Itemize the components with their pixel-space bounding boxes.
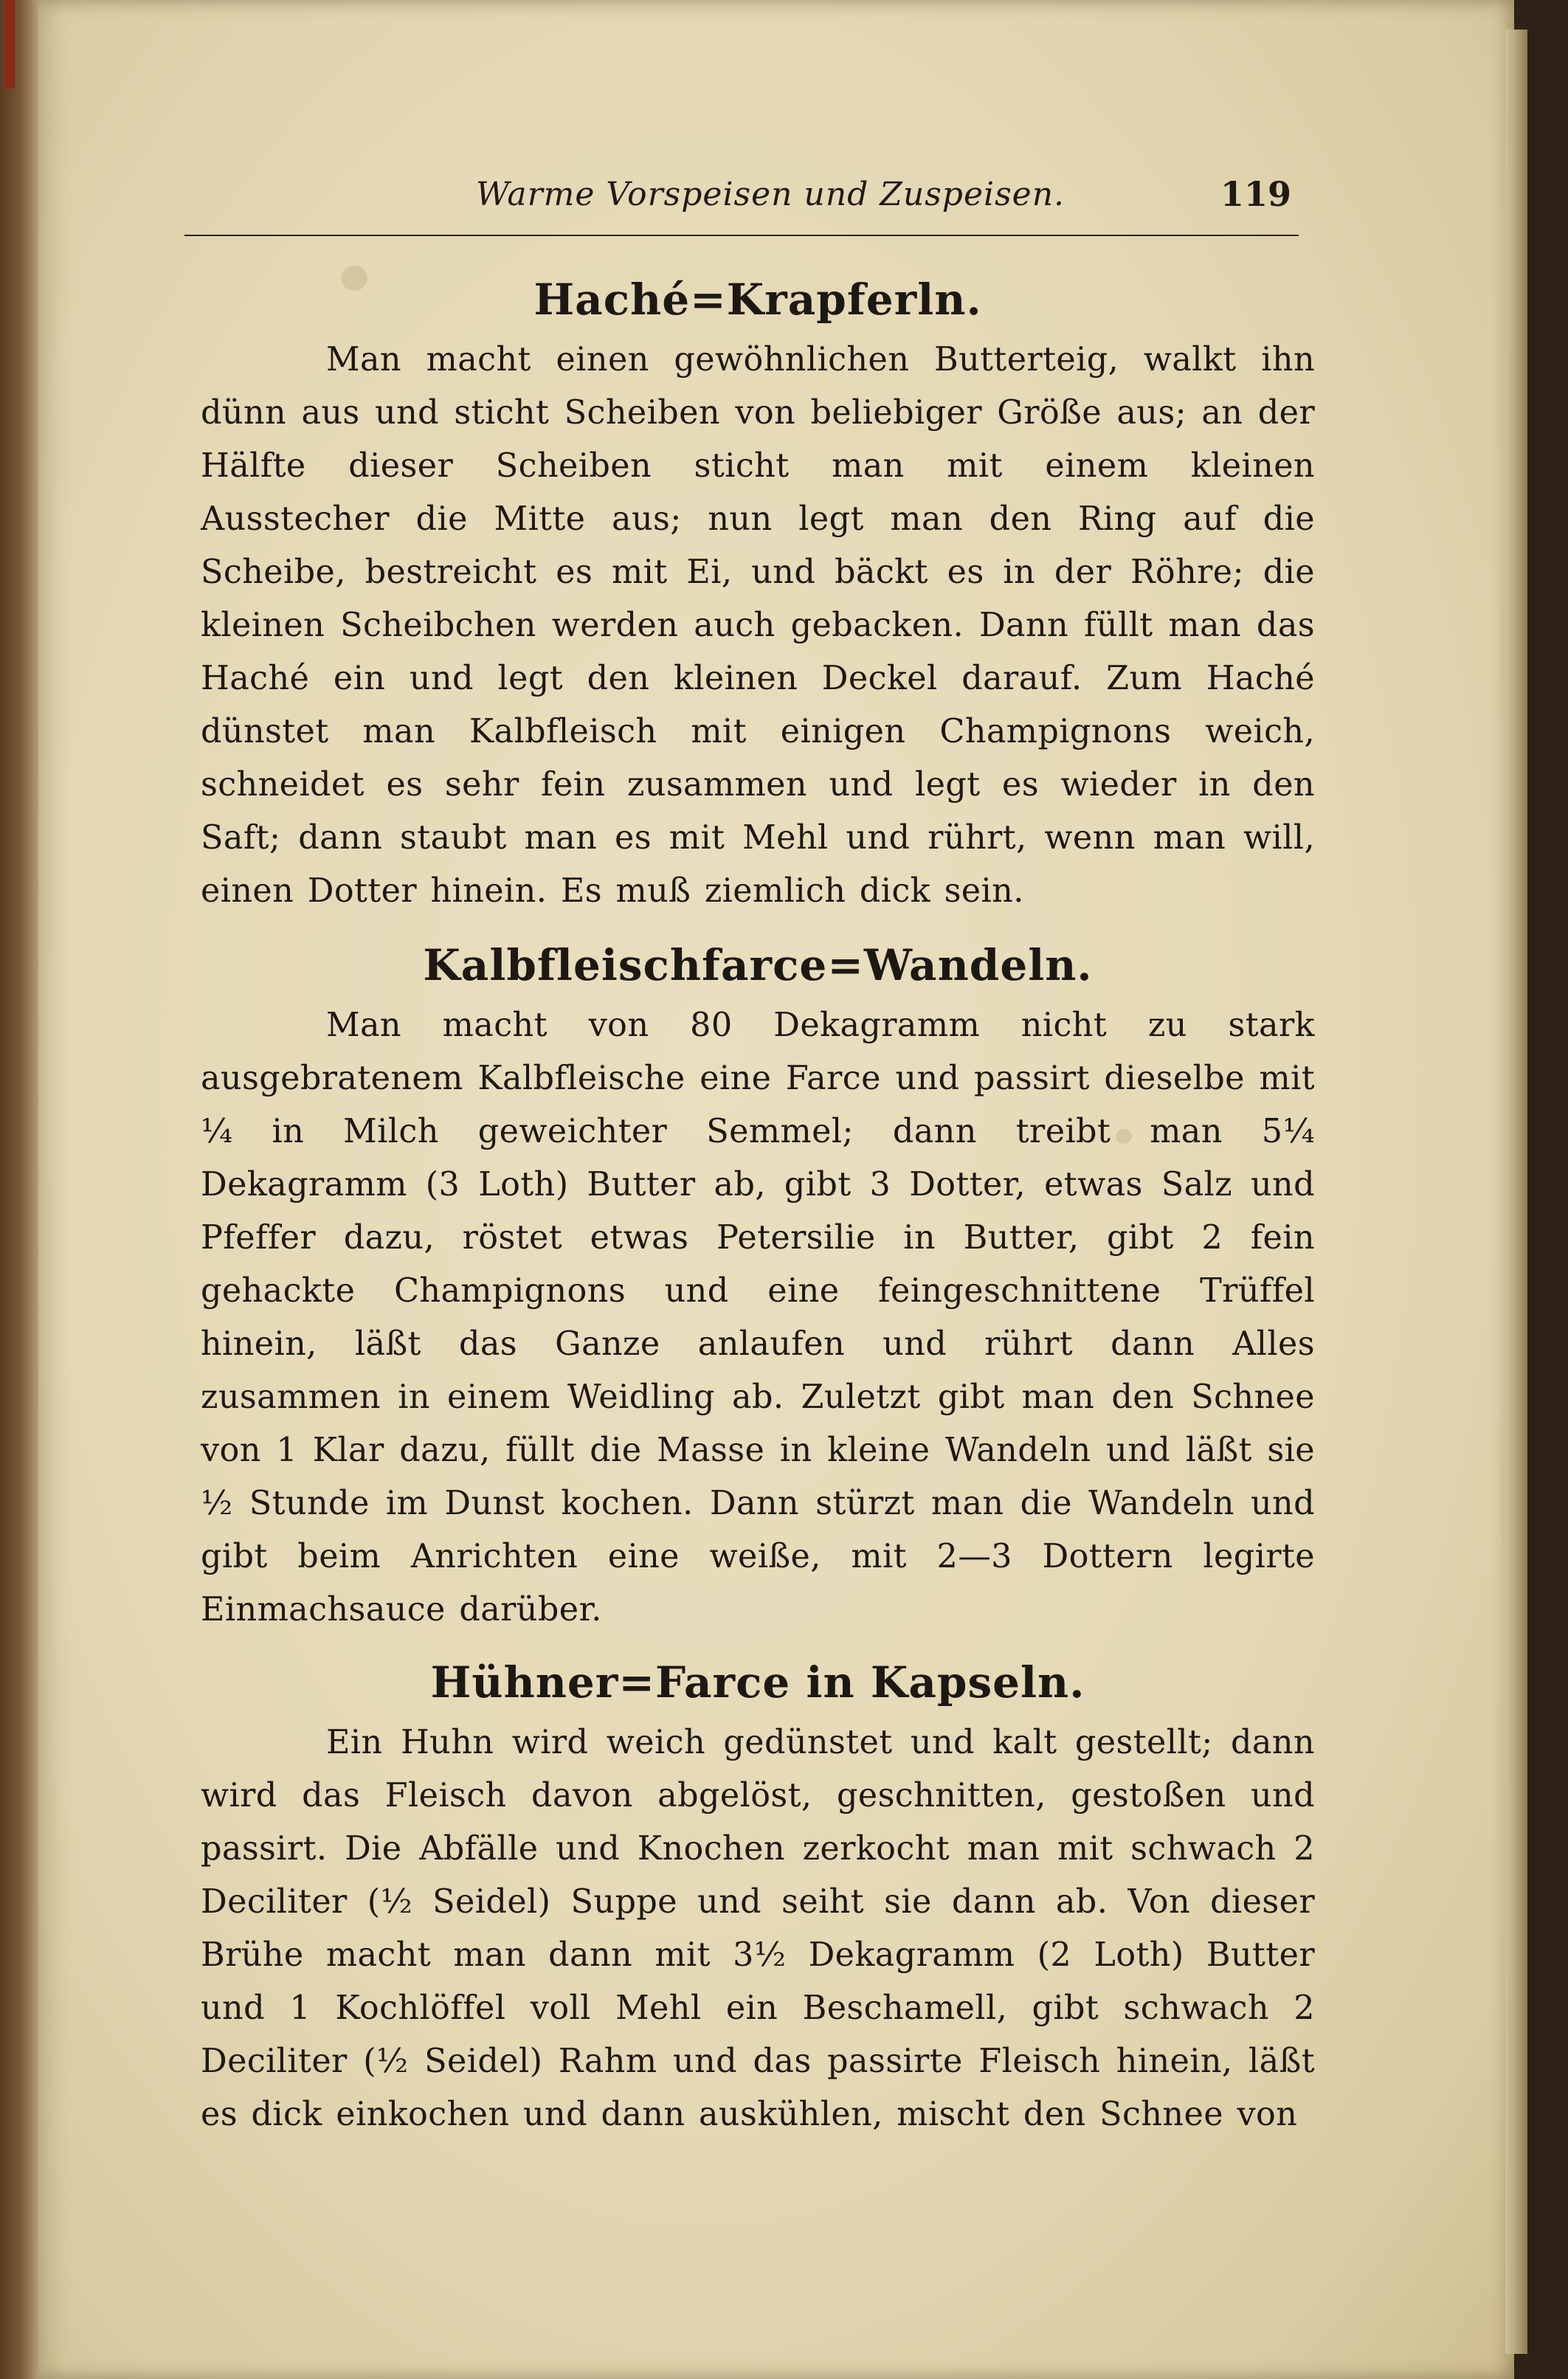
section-title-hache-krapferln: Haché=Krapferln. bbox=[533, 274, 982, 325]
scan-background bbox=[1527, 0, 1568, 2379]
section-body-kalbfleischfarce-wandeln: Man macht von 80 Dekagramm nicht zu stark ausgebratenem Kalbfleische eine Farce und passirt dieselbe mit ¼ in Milch geweichter Semmel; dann treibt man 5¼ Dekagramm (3 Loth) Butter ab, gibt 3 Dotter, etwas Salz und Pfeffer dazu, röstet etwas Petersilie in Butter, gibt 2 fein gehackte Champignons und eine feingeschnittene Trüffel hinein, läßt das Ganze anlaufen und rührt dann Alles zusammen in einem Weidling ab. Zuletzt gibt man den Schnee von 1 Klar dazu, füllt die Masse in kleine Wandeln und läßt sie ½ Stunde im Dunst kochen. Dann stürzt man die Wandeln und gibt beim Anrichten eine weiße, mit 2—3 Dottern legirte Einmachsauce darüber. bbox=[201, 1006, 1315, 1629]
page-edge bbox=[1505, 30, 1527, 2354]
section-body-hache-krapferln: Man macht einen gewöhnlichen Butterteig, walkt ihn dünn aus und sticht Scheiben von beliebiger Größe aus; an der Hälfte dieser Scheiben sticht man mit einem kleinen Ausstecher die Mitte aus; nun legt man den Ring auf die Scheibe, bestreicht es mit Ei, und bäckt es in der Röhre; die kleinen Scheibchen werden auch gebacken. Dann füllt man das Haché ein und legt den kleinen Deckel darauf. Zum Haché dünstet man Kalbfleisch mit einigen Champignons weich, schneidet es sehr fein zusammen und legt es wieder in den Saft; dann staubt man es mit Mehl und rührt, wenn man will, einen Dotter hinein. Es muß ziemlich dick sein. bbox=[201, 341, 1315, 910]
page-content bbox=[201, 266, 1315, 2141]
section-body-huehner-farce: Ein Huhn wird weich gedünstet und kalt gestellt; dann wird das Fleisch davon abgelöst, geschnitten, gestoßen und passirt. Die Abfälle und Knochen zerkocht man mit schwach 2 Deciliter (½ Seidel) Suppe und seiht sie dann ab. Von dieser Brühe macht man dann mit 3½ Dekagramm (2 Loth) Butter und 1 Kochlöffel voll Mehl ein Beschamell, gibt schwach 2 Deciliter (½ Seidel) Rahm und das passirte Fleisch hinein, läßt es dick einkochen und dann auskühlen, mischt den Schnee von bbox=[201, 1724, 1315, 2133]
section-gap bbox=[201, 1637, 1315, 1648]
section-title-kalbfleischfarce-wandeln: Kalbfleischfarce=Wandeln. bbox=[423, 940, 1093, 990]
section-gap bbox=[201, 918, 1315, 931]
page-number: 119 bbox=[1220, 174, 1291, 214]
binding-edge bbox=[4, 0, 15, 89]
running-title: Warme Vorspeisen und Zuspeisen. bbox=[476, 176, 1066, 213]
section-title-huehner-farce: Hühner=Farce in Kapseln. bbox=[430, 1657, 1085, 1708]
page-header bbox=[184, 176, 1299, 236]
